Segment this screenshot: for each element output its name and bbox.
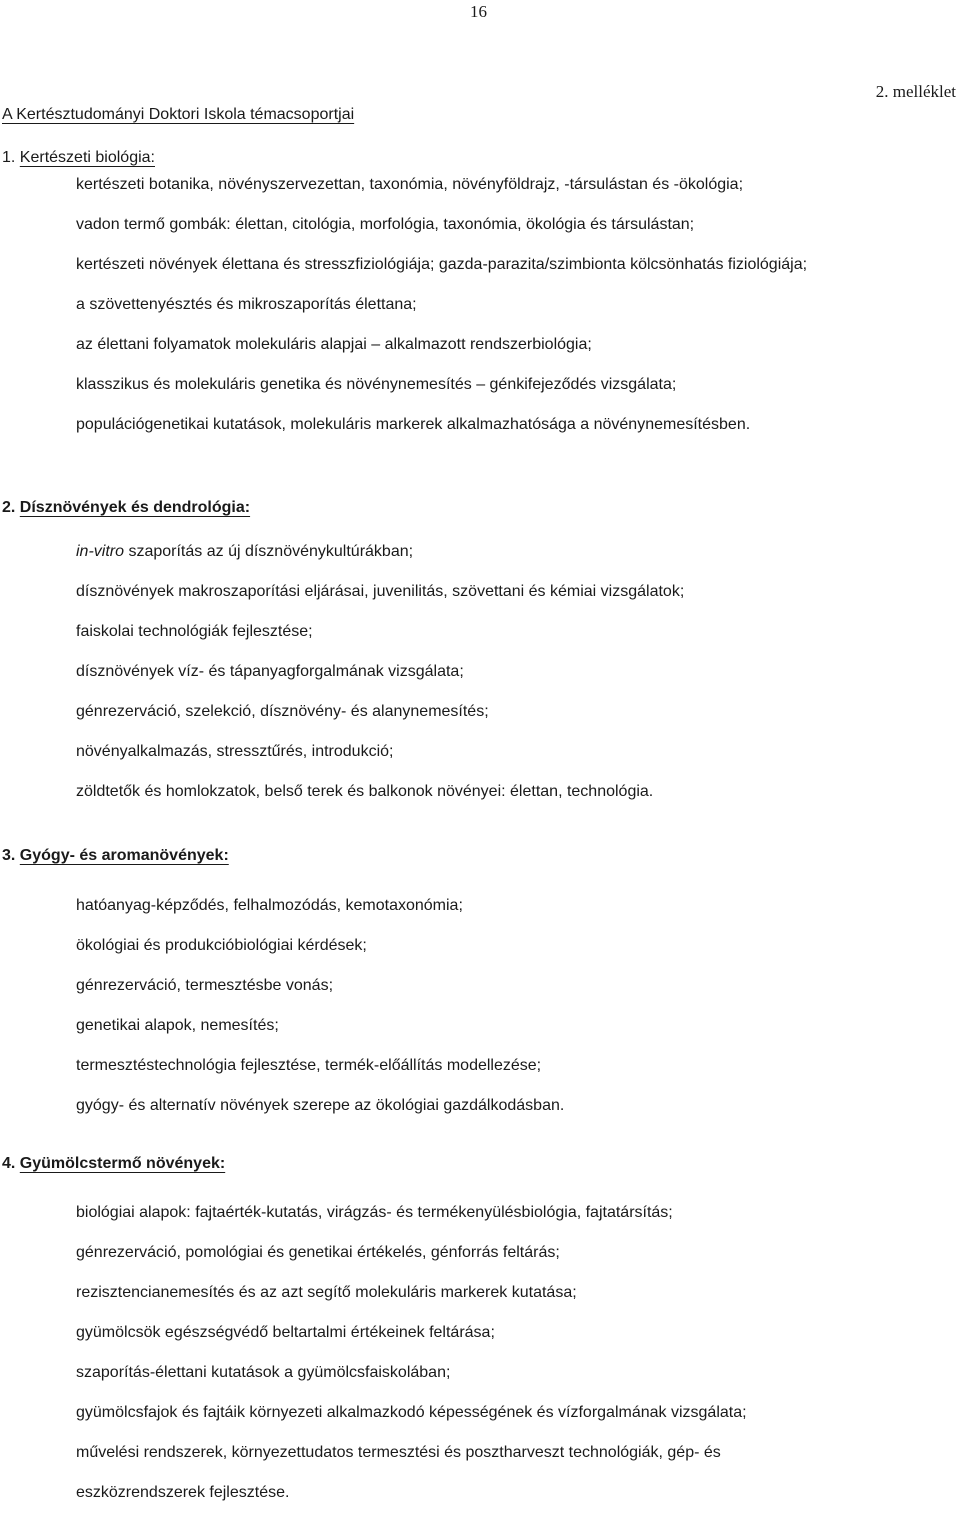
section-number: 1. — [2, 149, 16, 166]
section-number: 3. — [2, 847, 16, 864]
list-item: a szövettenyésztés és mikroszaporítás élettana; — [76, 296, 417, 313]
list-item: zöldtetők és homlokzatok, belső terek és balkonok növényei: élettan, technológia. — [76, 783, 654, 800]
list-item: génrezerváció, szelekció, dísznövény- és alanynemesítés; — [76, 703, 489, 720]
list-item: gyümölcsfajok és fajtáik környezeti alkalmazkodó képességének és vízforgalmának vizsgálata; — [76, 1404, 747, 1421]
list-item: génrezerváció, termesztésbe vonás; — [76, 977, 334, 994]
list-item: biológiai alapok: fajtaérték-kutatás, virágzás- és termékenyülésbiológia, fajtatársítás; — [76, 1204, 673, 1221]
section-title: Gyümölcstermő növények: — [19, 1155, 226, 1172]
list-item: eszközrendszerek fejlesztése. — [76, 1484, 290, 1501]
topic-list — [2, 1193, 952, 1513]
section-title: Dísznövények és dendrológia: — [19, 499, 251, 516]
list-item: genetikai alapok, nemesítés; — [76, 1017, 279, 1034]
list-item: termesztéstechnológia fejlesztése, termék-előállítás modellezése; — [76, 1057, 542, 1074]
section-title: Gyógy- és aromanövények: — [19, 847, 229, 864]
list-item: kertészeti növények élettana és stresszfiziológiája; gazda-parazita/szimbionta kölcsönhatás fiziológiája; — [76, 256, 808, 273]
list-item: faiskolai technológiák fejlesztése; — [76, 623, 313, 640]
section-heading — [2, 497, 952, 519]
section-heading — [2, 845, 952, 867]
list-item: gyümölcsök egészségvédő beltartalmi értékeinek feltárása; — [76, 1324, 495, 1341]
list-item: művelési rendszerek, környezettudatos termesztési és posztharveszt technológiák, gép- és — [76, 1444, 721, 1461]
section-horticultural-biology — [2, 147, 952, 445]
list-item: génrezerváció, pomológiai és genetikai értékelés, génforrás feltárás; — [76, 1244, 560, 1261]
list-item: rezisztencianemesítés és az azt segítő molekuláris markerek kutatása; — [76, 1284, 577, 1301]
list-item: vadon termő gombák: élettan, citológia, morfológia, taxonómia, ökológia és társulástan; — [76, 216, 695, 233]
section-number: 4. — [2, 1155, 16, 1172]
italic-term: in-vitro — [76, 543, 125, 560]
list-item: kertészeti botanika, növényszervezettan, taxonómia, növényföldrajz, -társulástan és -ökológia; — [76, 176, 744, 193]
list-item: populációgenetikai kutatások, molekuláris markerek alkalmazhatósága a növénynemesítésben. — [76, 416, 751, 433]
list-item: hatóanyag-képződés, felhalmozódás, kemotaxonómia; — [76, 897, 463, 914]
list-item: klasszikus és molekuláris genetika és növénynemesítés – génkifejeződés vizsgálata; — [76, 376, 677, 393]
list-item — [76, 532, 952, 572]
document-title: A Kertésztudományi Doktori Iskola témacsoportjai — [2, 106, 355, 123]
list-item: dísznövények víz- és tápanyagforgalmának vizsgálata; — [76, 663, 464, 680]
list-item: szaporítás-élettani kutatások a gyümölcsfaiskolában; — [76, 1364, 451, 1381]
page-number: 16 — [470, 2, 487, 21]
list-item: ökológiai és produkcióbiológiai kérdések; — [76, 937, 367, 954]
topic-list — [2, 532, 952, 812]
section-medicinal-plants — [2, 845, 952, 1126]
annex-label: 2. melléklet — [875, 82, 956, 101]
section-ornamental-plants — [2, 497, 952, 812]
section-number: 2. — [2, 499, 16, 516]
section-heading — [2, 1153, 952, 1175]
section-title: Kertészeti biológia: — [19, 149, 155, 166]
topic-list — [2, 886, 952, 1126]
list-item: gyógy- és alternatív növények szerepe az ökológiai gazdálkodásban. — [76, 1097, 565, 1114]
section-fruit-crops — [2, 1153, 952, 1513]
list-item-text: szaporítás az új dísznövénykultúrákban; — [124, 543, 414, 560]
list-item: az élettani folyamatok molekuláris alapjai – alkalmazott rendszerbiológia; — [76, 336, 592, 353]
list-item: növényalkalmazás, stressztűrés, introdukció; — [76, 743, 394, 760]
list-item: dísznövények makroszaporítási eljárásai, juvenilitás, szövettani és kémiai vizsgálatok; — [76, 583, 685, 600]
topic-list — [2, 165, 952, 445]
